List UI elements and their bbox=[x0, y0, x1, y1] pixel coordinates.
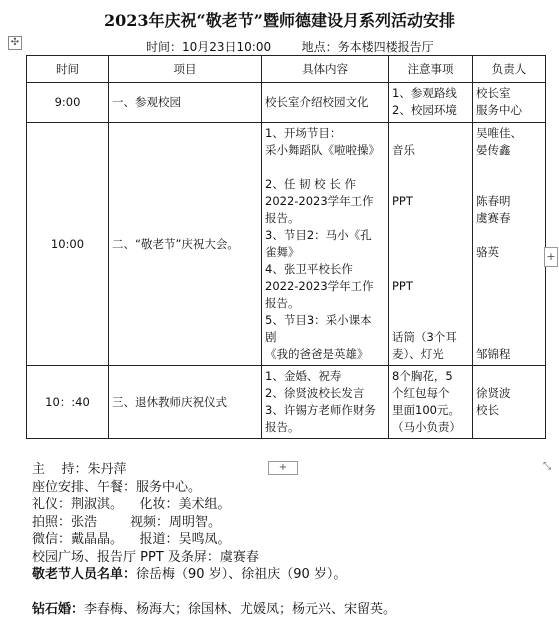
row-content bbox=[262, 123, 389, 366]
table-resize-handle-icon[interactable]: ⤡ bbox=[543, 461, 551, 472]
cell-line bbox=[476, 227, 542, 244]
cell-line: 1、参观路线 bbox=[392, 86, 457, 100]
cell-line: 2、任 韧 校 长 作 bbox=[265, 177, 356, 191]
cell-line: 雀舞》 bbox=[265, 245, 300, 259]
cell-line: 2、徐贤波校长发言 bbox=[265, 386, 365, 400]
row-time: 10:00 bbox=[27, 123, 109, 366]
header-notes: 注意事项 bbox=[389, 56, 473, 83]
cell-line: 报告。 bbox=[265, 211, 300, 225]
notes-section bbox=[32, 461, 396, 618]
header-content: 具体内容 bbox=[262, 56, 389, 83]
cell-line: 3、许锡方老师作财务 bbox=[265, 403, 376, 417]
cell-line: 8个胸花，5 bbox=[392, 369, 453, 383]
table-row bbox=[27, 83, 546, 123]
row-item: 三、退休教师庆祝仪式 bbox=[109, 366, 262, 439]
cell-line: 虞赛春 bbox=[476, 211, 511, 225]
schedule-table bbox=[26, 55, 546, 439]
table-header-row bbox=[27, 56, 546, 83]
diamond-value: 李春梅、杨海大；徐国林、尤媛凤；杨元兴、宋留英。 bbox=[84, 601, 397, 617]
cell-line: 1、金婚、祝寿 bbox=[265, 369, 342, 383]
cell-line: 校长 bbox=[476, 403, 499, 417]
table-move-handle-icon[interactable]: ✣ bbox=[8, 36, 22, 50]
note-host: 主 持：朱丹萍 bbox=[32, 462, 127, 477]
cell-line bbox=[476, 312, 542, 329]
cell-line: PPT bbox=[392, 279, 413, 293]
cell-line bbox=[476, 176, 542, 193]
cell-line: 《我的爸爸是英雄》 bbox=[265, 347, 369, 361]
cell-line: 剧 bbox=[265, 330, 277, 344]
cell-line: 骆英 bbox=[476, 245, 499, 259]
cell-line: 2022-2023学年工作 bbox=[265, 194, 374, 208]
header-time: 时间 bbox=[27, 56, 109, 83]
cell-line: 4、张卫平校长作 bbox=[265, 262, 353, 276]
cell-line: 话筒（3个耳 bbox=[392, 330, 457, 344]
row-time: 10：:40 bbox=[27, 366, 109, 439]
cell-line bbox=[392, 210, 469, 227]
note-screen: 校园广场、报告厅 PPT 及条屏：虞赛春 bbox=[32, 549, 259, 565]
header-owner: 负责人 bbox=[473, 56, 546, 83]
row-owner bbox=[473, 366, 546, 439]
elders-label: 敬老节人员名单： bbox=[32, 567, 137, 582]
cell-line: 里面100元。 bbox=[392, 403, 460, 417]
cell-line: 报告。 bbox=[265, 420, 300, 434]
cell-line bbox=[392, 295, 469, 312]
table-row bbox=[27, 366, 546, 439]
cell-line: 校长室介绍校园文化 bbox=[265, 95, 369, 109]
row-owner bbox=[473, 83, 546, 123]
row-item: 一、参观校园 bbox=[109, 83, 262, 123]
row-notes bbox=[389, 83, 473, 123]
elders-value: 徐岳梅（90 岁）、徐祖庆（90 岁）。 bbox=[136, 567, 347, 582]
cell-line bbox=[265, 159, 385, 176]
cell-line bbox=[392, 244, 469, 261]
row-content bbox=[262, 366, 389, 439]
cell-line bbox=[392, 176, 469, 193]
row-notes bbox=[389, 366, 473, 439]
cell-line: 2022-2023学年工作 bbox=[265, 279, 374, 293]
cell-line: 吴唯佳、 bbox=[476, 126, 522, 140]
note-diamond bbox=[32, 601, 396, 619]
cell-line: 5、节目3：采小课本 bbox=[265, 313, 372, 327]
note-elders bbox=[32, 566, 396, 584]
note-seating: 座位安排、午餐：服务中心。 bbox=[32, 479, 202, 495]
note-wechat: 微信：戴晶晶。 报道：吴鸣凤。 bbox=[32, 532, 231, 547]
cell-line: （马小负责） bbox=[392, 420, 461, 434]
event-time: 时间：10月23日10:00 bbox=[146, 40, 272, 54]
cell-line: 服务中心 bbox=[476, 103, 522, 117]
cell-line bbox=[476, 329, 542, 346]
cell-line: 徐贤波 bbox=[476, 386, 511, 400]
row-owner bbox=[473, 123, 546, 366]
cell-line bbox=[476, 295, 542, 312]
cell-line: 晏传鑫 bbox=[476, 143, 511, 157]
cell-line: 音乐 bbox=[392, 143, 415, 157]
cell-line bbox=[476, 261, 542, 278]
cell-line: 1、开场节目： bbox=[265, 126, 342, 140]
note-photo: 拍照：张浩 视频：周明智。 bbox=[32, 514, 222, 530]
cell-line: 个红包每个 bbox=[392, 386, 450, 400]
cell-line bbox=[392, 125, 469, 142]
cell-line bbox=[392, 312, 469, 329]
row-item: 二、“敬老节”庆祝大会。 bbox=[109, 123, 262, 366]
cell-line: 校长室 bbox=[476, 86, 511, 100]
note-etiquette: 礼仪：荆淑淇。 化妆：美术组。 bbox=[32, 497, 231, 512]
spacer bbox=[32, 584, 396, 601]
cell-line: 3、节目2：马小《孔 bbox=[265, 228, 372, 242]
cell-line: 2、校园环境 bbox=[392, 103, 457, 117]
cell-line bbox=[392, 159, 469, 176]
table-row bbox=[27, 123, 546, 366]
cell-line: 陈春明 bbox=[476, 194, 511, 208]
add-row-button[interactable]: + bbox=[268, 461, 298, 475]
cell-line: 邹锦程 bbox=[476, 347, 511, 361]
event-place: 地点：务本楼四楼报告厅 bbox=[301, 40, 434, 54]
cell-line: 报告。 bbox=[265, 296, 300, 310]
header-item: 项目 bbox=[109, 56, 262, 83]
row-time: 9:00 bbox=[27, 83, 109, 123]
cell-line bbox=[392, 261, 469, 278]
cell-line bbox=[476, 159, 542, 176]
diamond-label: 钻石婚： bbox=[32, 601, 85, 617]
cell-line bbox=[476, 368, 542, 385]
cell-line bbox=[476, 278, 542, 295]
cell-line: 采小舞蹈队《啦啦操》 bbox=[265, 143, 380, 157]
cell-line: 麦）、灯光 bbox=[392, 347, 444, 361]
cell-line bbox=[392, 227, 469, 244]
add-column-button[interactable]: + bbox=[544, 247, 558, 267]
row-content bbox=[262, 83, 389, 123]
cell-line: PPT bbox=[392, 194, 413, 208]
row-notes bbox=[389, 123, 473, 366]
event-info bbox=[146, 38, 434, 55]
document-title: 2023年庆祝“敬老节”暨师德建设月系列活动安排 bbox=[104, 11, 455, 30]
